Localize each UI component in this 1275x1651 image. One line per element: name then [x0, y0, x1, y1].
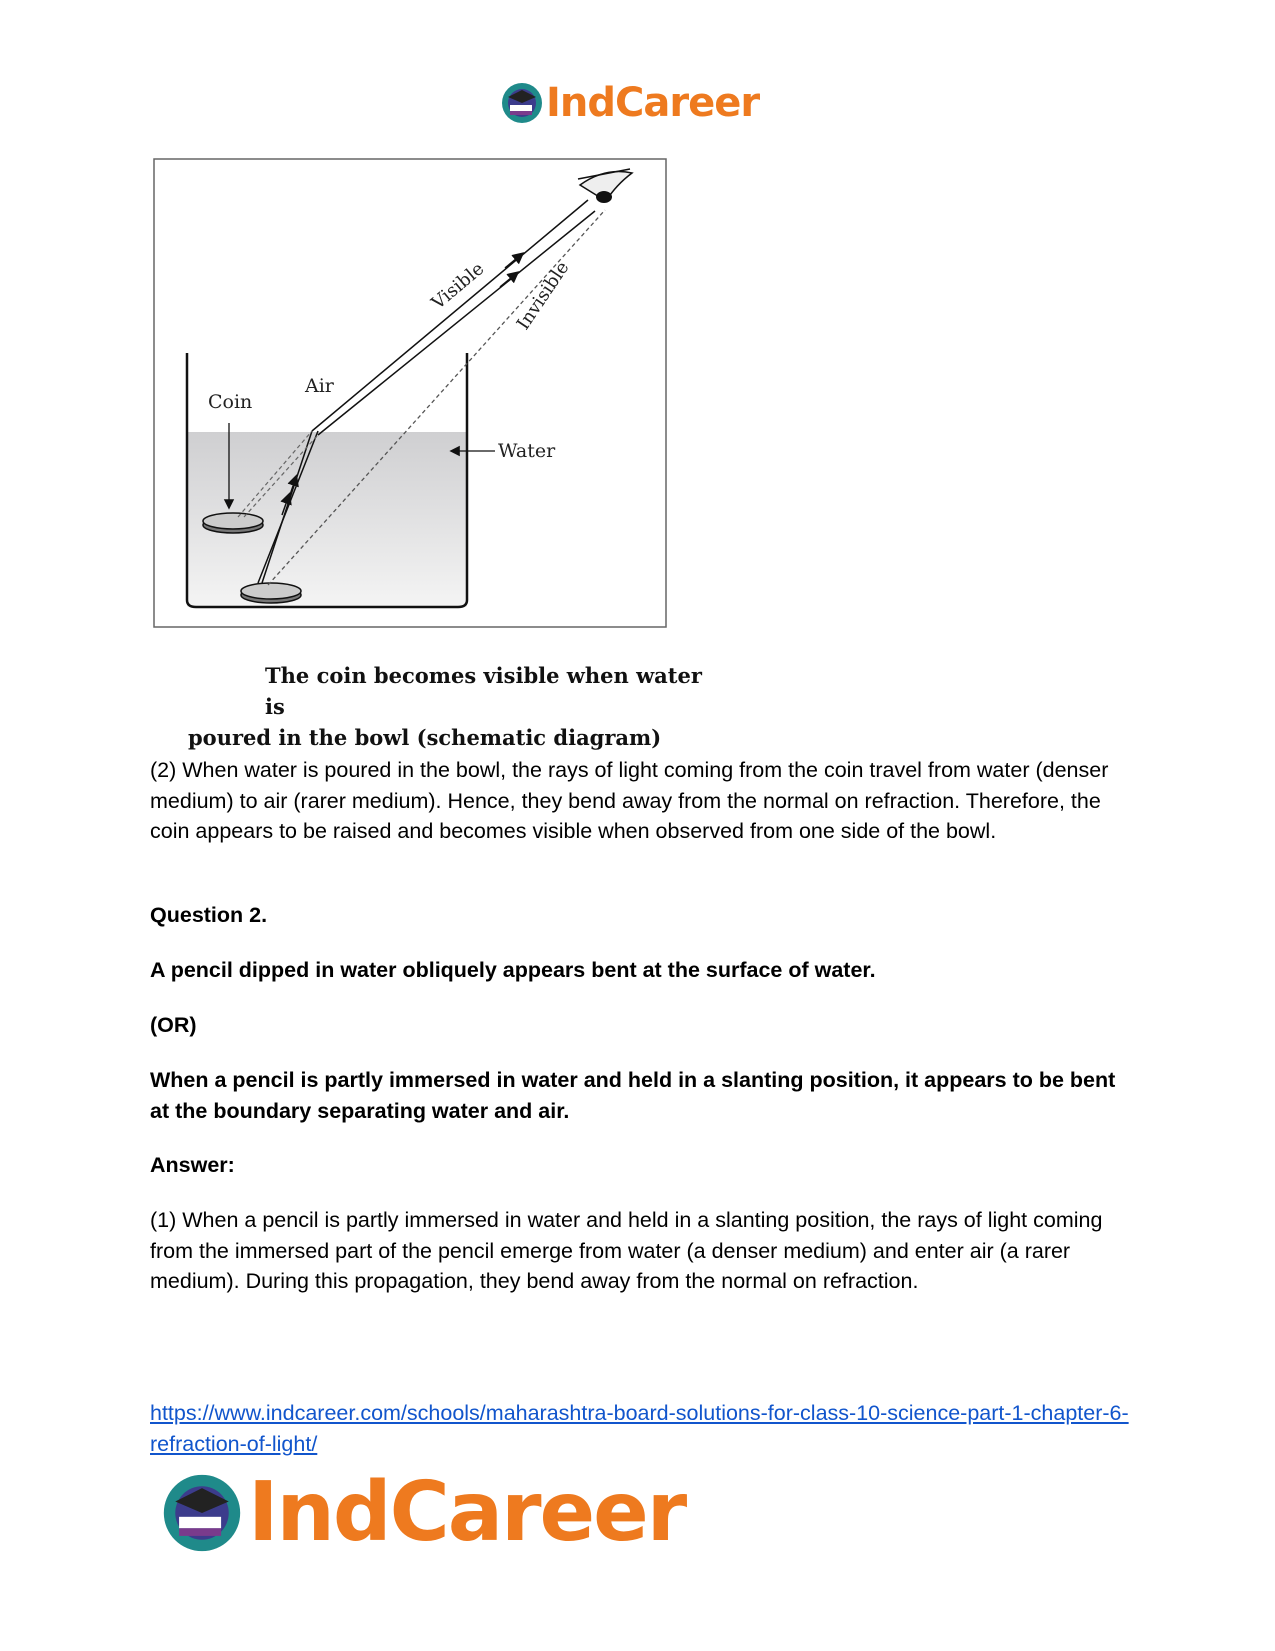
answer-paragraph-1: (1) When a pencil is partly immersed in water and held in a slanting position, the rays of light coming from the immersed part of the pencil emerge from water (a denser medium) and enter air (a rarer medium). During this propagation, they bend away from the normal on refraction. — [150, 1208, 1103, 1293]
footer-logo — [160, 1465, 686, 1560]
or-text: (OR) — [150, 1013, 197, 1037]
label-visible: Visible — [427, 258, 489, 314]
logo-globe-icon — [500, 81, 544, 125]
actual-coin — [241, 583, 301, 603]
answer-heading: Answer: — [150, 1153, 235, 1177]
figure-caption — [150, 660, 720, 753]
caption-line-2: poured in the bowl (schematic diagram) — [188, 725, 662, 750]
label-water: Water — [498, 440, 556, 462]
eye-icon — [578, 169, 632, 203]
visible-ray-2 — [318, 211, 595, 435]
coin-refraction-diagram — [150, 155, 720, 730]
raised-coin — [203, 513, 263, 533]
footer-logo-text: IndCareer — [248, 1465, 686, 1560]
label-air: Air — [305, 375, 334, 397]
answer-paragraph-2: (2) When water is poured in the bowl, the rays of light coming from the coin travel from water (denser medium) to air (rarer medium). Hence, they bend away from the normal on refraction. Therefore, the coin appears to be raised and becomes visible when observed from one side of the bowl. — [150, 758, 1109, 843]
question-alt-text: When a pencil is partly immersed in water and held in a slanting position, it appears to be bent at the boundary separating water and air. — [150, 1068, 1116, 1123]
header-logo-text: IndCareer — [546, 80, 760, 126]
question-text: A pencil dipped in water obliquely appears bent at the surface of water. — [150, 958, 876, 982]
logo-globe-icon — [160, 1471, 244, 1555]
label-invisible: Invisible — [512, 257, 574, 334]
label-coin: Coin — [208, 391, 253, 413]
question-heading: Question 2. — [150, 903, 268, 927]
caption-line-1: The coin becomes visible when water is — [265, 663, 702, 719]
visible-ray — [312, 200, 588, 431]
header-logo — [500, 78, 759, 128]
source-link[interactable]: https://www.indcareer.com/schools/maharashtra-board-solutions-for-class-10-science-part-1-chapter-6-refraction-of-light/ — [150, 1401, 1129, 1456]
